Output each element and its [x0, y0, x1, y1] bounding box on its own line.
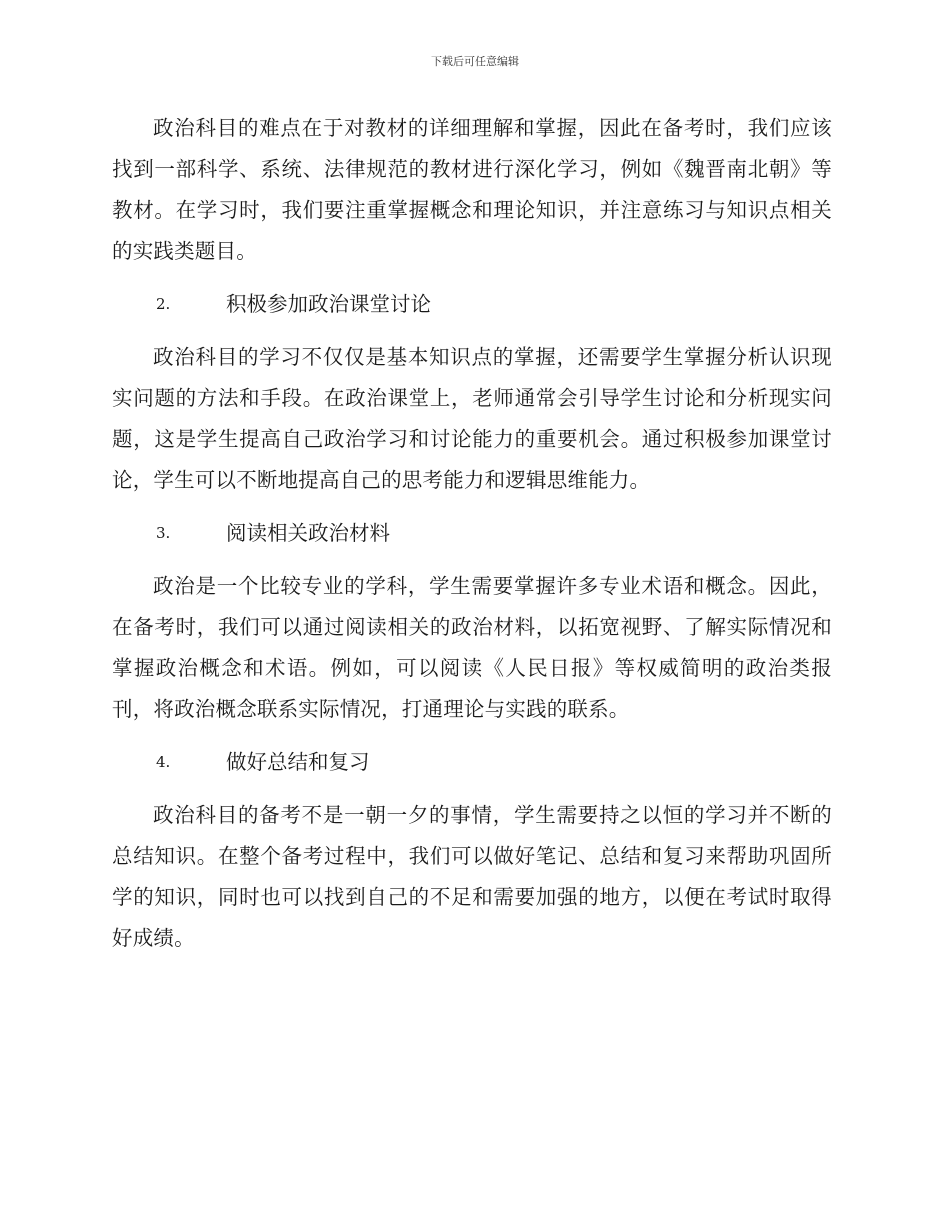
document-body	[112, 108, 832, 959]
page-header: 下载后可任意编辑	[431, 55, 519, 68]
paragraph-3: 政治是一个比较专业的学科，学生需要掌握许多专业术语和概念。因此，在备考时，我们可以通过阅读相关的政治材料，以拓宽视野、了解实际情况和掌握政治概念和术语。例如，可以阅读《人民日报》等权威简明的政治类报刊，将政治概念联系实际情况，打通理论与实践的联系。	[112, 574, 832, 721]
paragraph-4: 政治科目的备考不是一朝一夕的事情，学生需要持之以恒的学习并不断的总结知识。在整个备考过程中，我们可以做好笔记、总结和复习来帮助巩固所学的知识，同时也可以找到自己的不足和需要加强的地方，以便在考试时取得好成绩。	[112, 803, 832, 950]
section-heading-3	[112, 513, 832, 554]
section-title-3: 阅读相关政治材料	[226, 521, 390, 545]
paragraph-1: 政治科目的难点在于对教材的详细理解和掌握，因此在备考时，我们应该找到一部科学、系统、法律规范的教材进行深化学习，例如《魏晋南北朝》等教材。在学习时，我们要注重掌握概念和理论知识，并注意练习与知识点相关的实践类题目。	[112, 116, 832, 263]
section-heading-2	[112, 284, 832, 325]
paragraph-2: 政治科目的学习不仅仅是基本知识点的掌握，还需要学生掌握分析认识现实问题的方法和手段。在政治课堂上，老师通常会引导学生讨论和分析现实问题，这是学生提高自己政治学习和讨论能力的重要机会。通过积极参加课堂讨论，学生可以不断地提高自己的思考能力和逻辑思维能力。	[112, 345, 832, 492]
section-title-4: 做好总结和复习	[226, 750, 370, 774]
section-heading-4	[112, 742, 832, 783]
section-title-2: 积极参加政治课堂讨论	[226, 292, 431, 316]
section-number-2: 2.	[156, 295, 171, 313]
section-number-3: 3.	[156, 524, 171, 542]
section-number-4: 4.	[156, 753, 171, 771]
